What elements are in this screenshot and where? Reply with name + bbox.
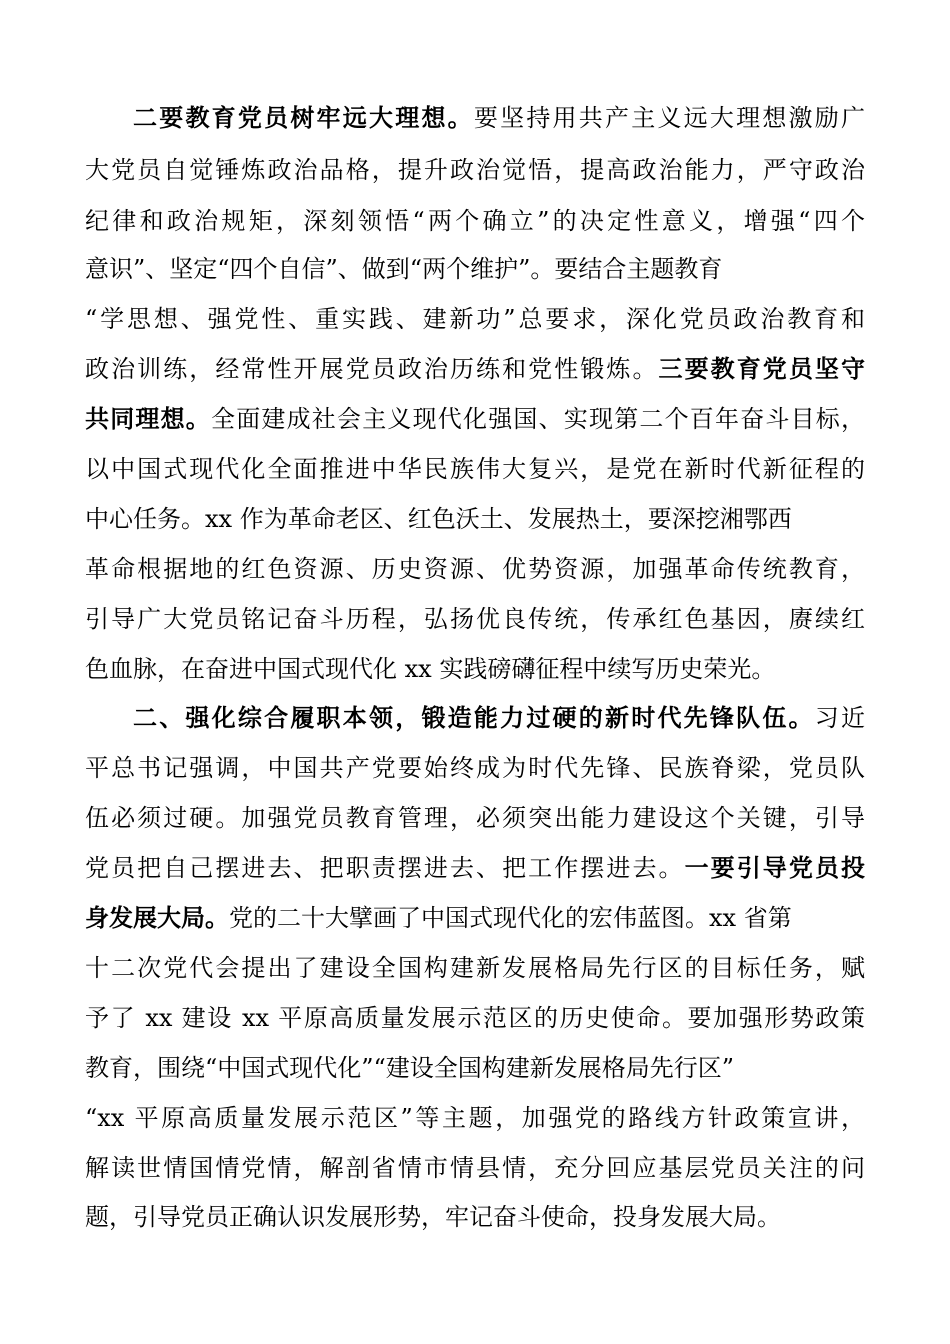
text-line <box>133 98 865 138</box>
text-line: 伍必须过硬。加强党员教育管理，必须突出能力建设这个关键，引导 <box>85 804 865 832</box>
line-text: 党员把自己摆进去、把职责摆进去、把工作摆进去。 <box>85 854 685 882</box>
text-line: 教育，围绕“中国式现代化”“建设全国构建新发展格局先行区” <box>85 1054 735 1082</box>
text-line: 引导广大党员铭记奋斗历程，弘扬优良传统，传承红色基因，赓续红 <box>85 605 865 633</box>
line-text: 政治训练，经常性开展党员政治历练和党性锻炼。 <box>85 355 659 383</box>
text-line: “xx 平原高质量发展示范区”等主题，加强党的路线方针政策宣讲， <box>85 1104 865 1132</box>
text-line: 十二次党代会提出了建设全国构建新发展格局先行区的目标任务，赋 <box>85 954 865 982</box>
bold-heading: 共同理想。 <box>85 405 211 433</box>
text-line: 意识”、坚定“四个自信”、做到“两个维护”。要结合主题教育 <box>85 255 723 283</box>
text-line <box>133 698 865 738</box>
bold-heading: 二要教育党员树牢远大理想。 <box>133 104 474 132</box>
text-line: 中心任务。xx 作为革命老区、红色沃土、发展热土，要深挖湘鄂西 <box>85 505 792 533</box>
bold-heading: 一要引导党员投 <box>684 854 866 882</box>
text-line: 以中国式现代化全面推进中华民族伟大复兴，是党在新时代新征程的 <box>85 455 865 483</box>
bold-heading: 三要教育党员坚守 <box>658 355 865 383</box>
text-line <box>85 399 865 439</box>
text-line <box>85 848 865 888</box>
text-line: 革命根据地的红色资源、历史资源、优势资源，加强革命传统教育， <box>85 555 865 583</box>
line-text: 党的二十大擘画了中国式现代化的宏伟蓝图。xx 省第 <box>229 904 792 932</box>
line-text: 全面建成社会主义现代化强国、实现第二个百年奋斗目标， <box>211 405 865 433</box>
bold-heading: 二、强化综合履职本领，锻造能力过硬的新时代先锋队伍。 <box>133 704 815 732</box>
text-line: 色血脉，在奋进中国式现代化 xx 实践磅礴征程中续写历史荣光。 <box>85 655 776 683</box>
text-line: 平总书记强调，中国共产党要始终成为时代先锋、民族脊梁，党员队 <box>85 754 865 782</box>
text-line <box>85 349 865 389</box>
text-line <box>85 898 865 938</box>
bold-heading: 身发展大局。 <box>85 904 229 932</box>
text-line: 纪律和政治规矩，深刻领悟“两个确立”的决定性意义，增强“四个 <box>85 207 865 235</box>
text-line: “学思想、强党性、重实践、建新功”总要求，深化党员政治教育和 <box>85 305 865 333</box>
line-text: 要坚持用共产主义远大理想激励广 <box>473 104 866 132</box>
text-line: 题，引导党员正确认识发展形势，牢记奋斗使命，投身发展大局。 <box>85 1203 781 1231</box>
text-line: 予了 xx 建设 xx 平原高质量发展示范区的历史使命。要加强形势政策 <box>85 1004 865 1032</box>
line-text: 习近 <box>814 704 866 732</box>
text-line: 解读世情国情党情，解剖省情市情县情，充分回应基层党员关注的问 <box>85 1154 865 1182</box>
text-line: 大党员自觉锤炼政治品格，提升政治觉悟，提高政治能力，严守政治 <box>85 156 865 184</box>
